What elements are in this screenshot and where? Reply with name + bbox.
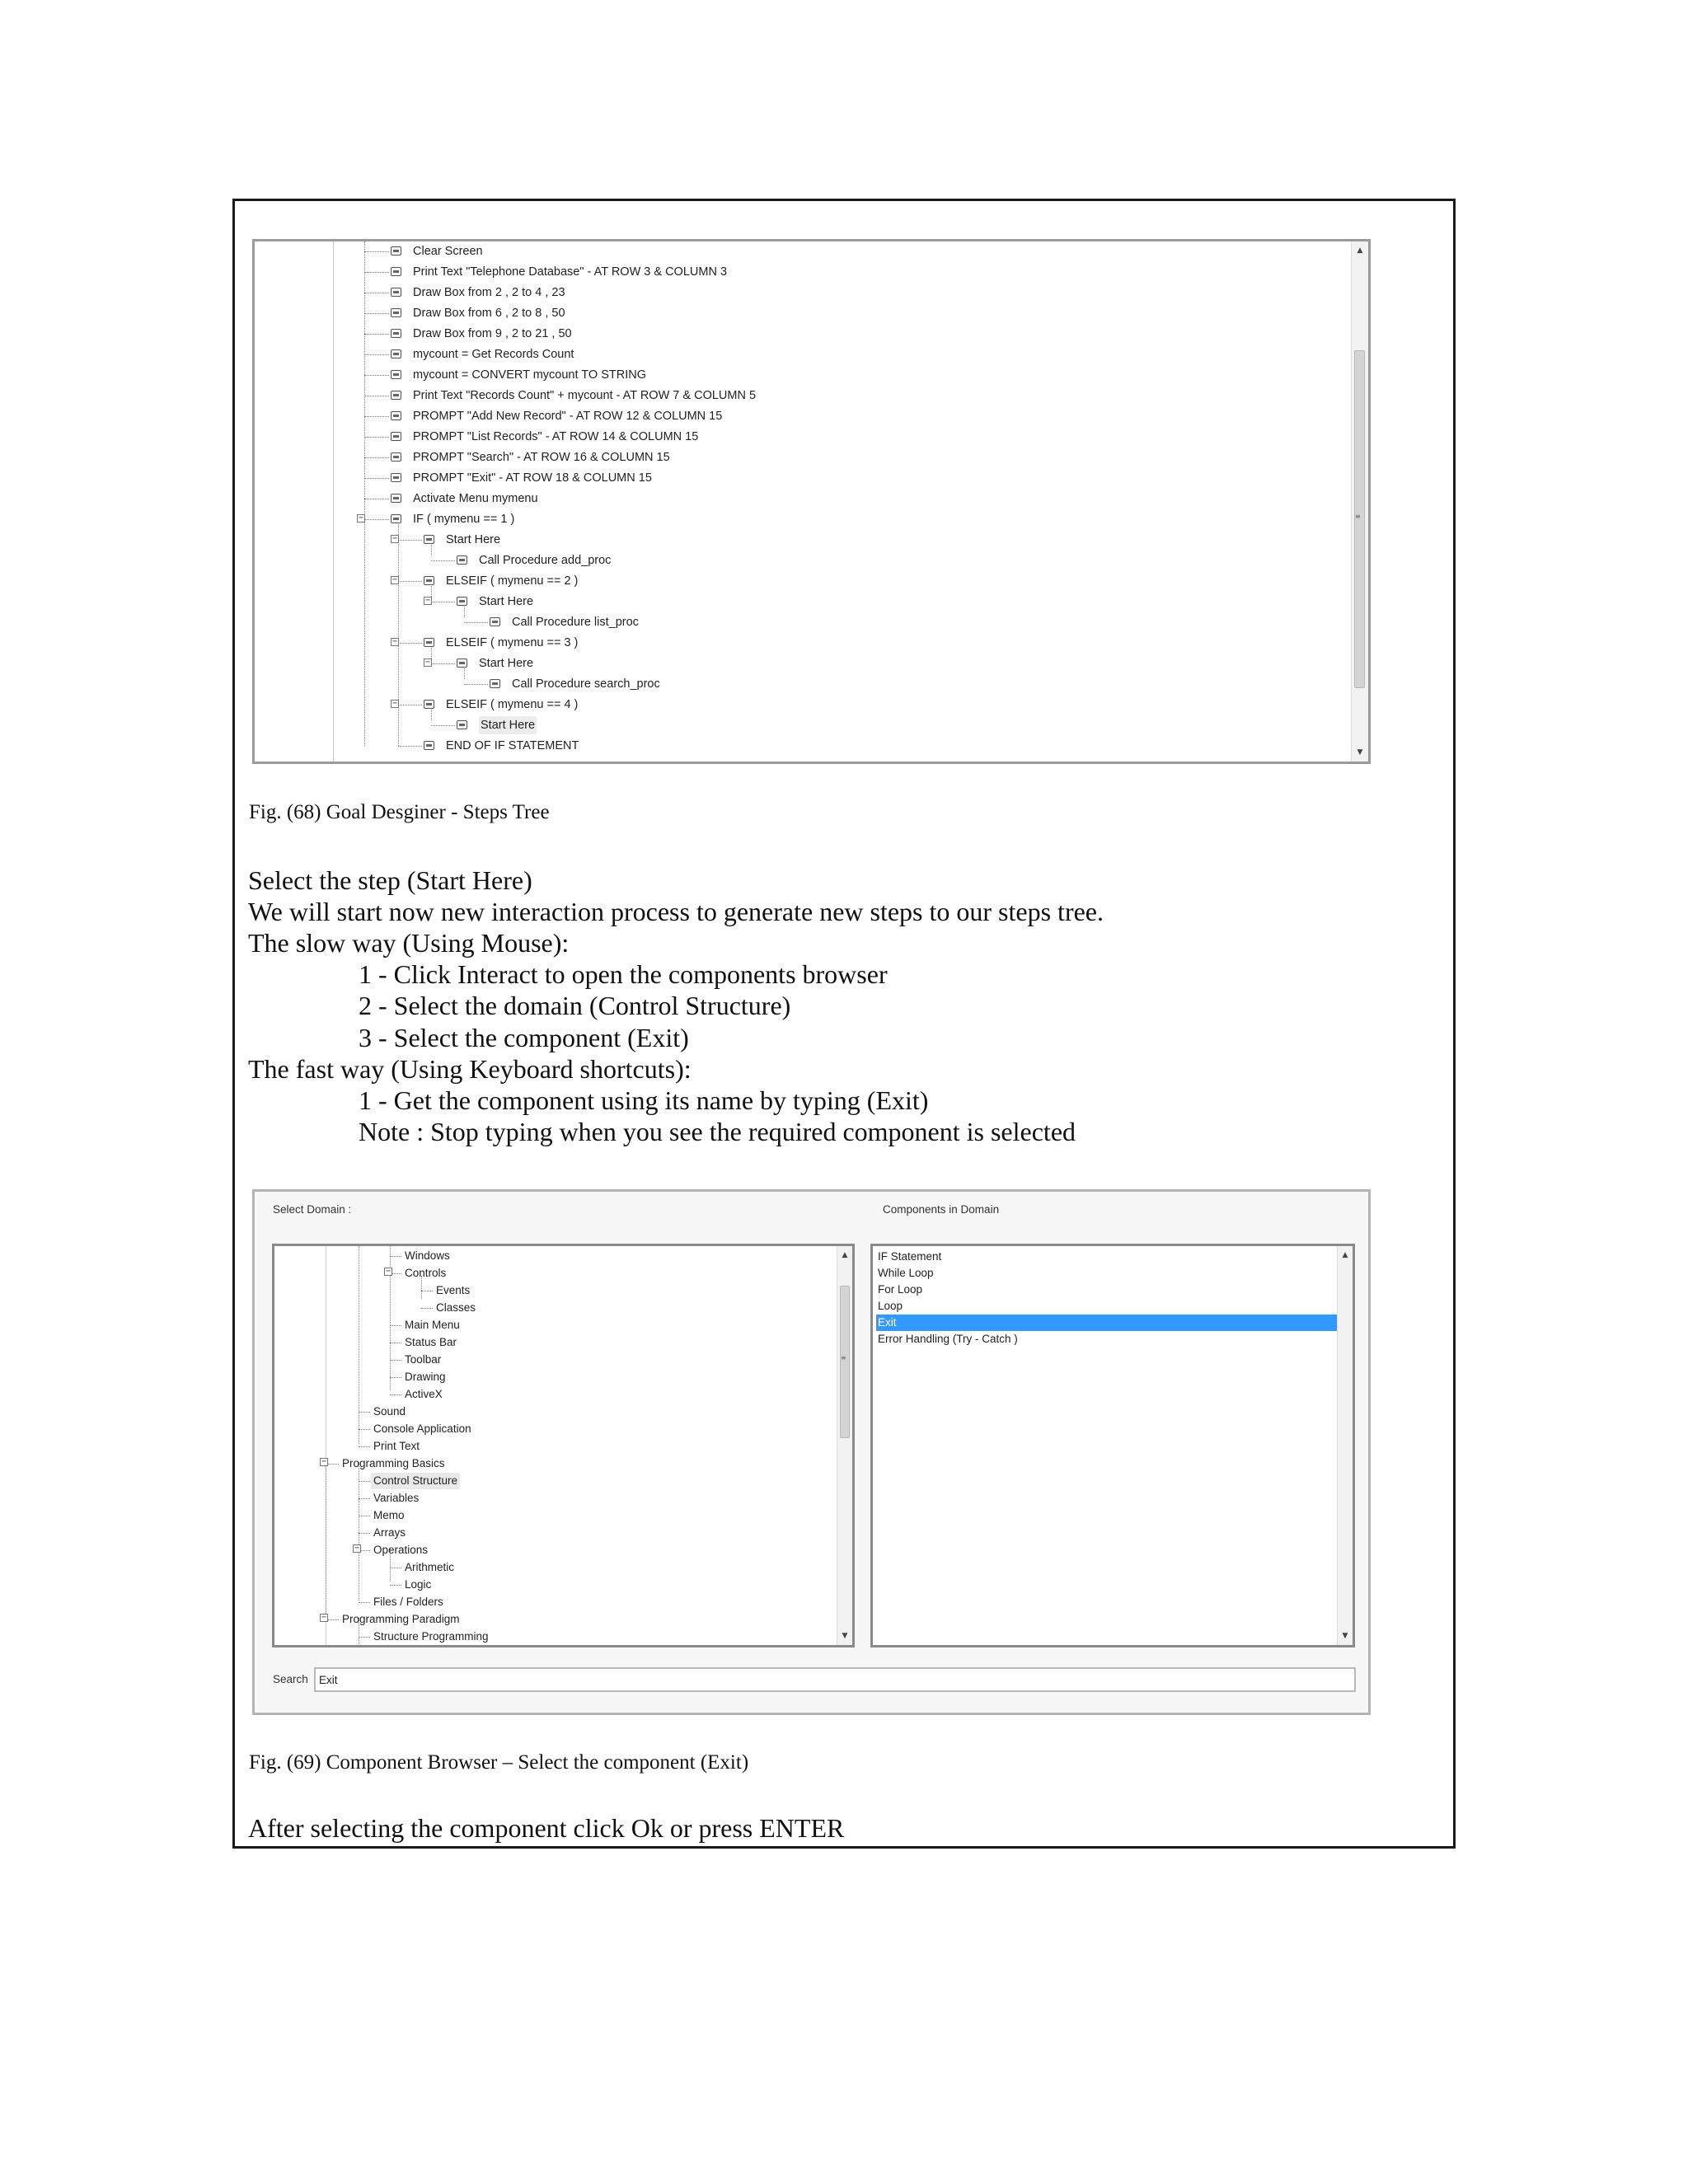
step-node[interactable] [255, 242, 1326, 260]
domain-label: Variables [373, 1492, 420, 1504]
domain-node[interactable] [274, 1455, 769, 1472]
step-icon [391, 288, 401, 297]
domain-label: Events [436, 1284, 471, 1296]
step-node[interactable] [255, 263, 1326, 281]
step-label: IF ( mymenu == 1 ) [413, 513, 515, 526]
domain-node[interactable] [274, 1507, 769, 1524]
collapse-toggle-icon[interactable]: − [424, 658, 431, 667]
step-icon [391, 473, 401, 482]
domain-node[interactable] [274, 1404, 769, 1420]
tree-connector [390, 1360, 401, 1361]
domain-label: Controls [405, 1267, 447, 1279]
domain-node[interactable] [274, 1611, 769, 1628]
step-icon [424, 741, 434, 750]
step-node[interactable] [255, 654, 1326, 673]
component-item[interactable]: Loop [878, 1300, 903, 1312]
component-item[interactable]: For Loop [878, 1283, 923, 1296]
step-icon [424, 700, 434, 709]
tree-connector [421, 1308, 433, 1309]
step-label: Start Here [479, 595, 534, 608]
collapse-toggle-icon[interactable]: − [392, 534, 398, 543]
domain-label: Memo [373, 1509, 405, 1521]
domain-tree-scrollbar[interactable] [837, 1246, 852, 1645]
tree-connector [464, 622, 488, 623]
domain-node[interactable] [274, 1352, 769, 1368]
step-icon [391, 349, 401, 359]
collapse-toggle-icon[interactable]: − [321, 1613, 327, 1622]
step-node[interactable] [255, 737, 1326, 755]
step-label: Draw Box from 6 , 2 to 8 , 50 [413, 307, 565, 320]
collapse-toggle-icon[interactable]: − [358, 513, 364, 523]
domain-node[interactable] [274, 1577, 769, 1593]
scroll-down-arrow-icon[interactable]: ▼ [1342, 1632, 1348, 1640]
tree-connector [398, 581, 422, 582]
step-node[interactable] [255, 613, 1326, 631]
step-icon [457, 555, 467, 565]
step-label: ELSEIF ( mymenu == 4 ) [446, 698, 579, 711]
domain-label: Sound [373, 1405, 406, 1418]
step-label: PROMPT "Search" - AT ROW 16 & COLUMN 15 [413, 451, 670, 464]
tree-connector [390, 1377, 401, 1378]
footer-text: After selecting the component click Ok or press ENTER [248, 1813, 845, 1843]
step-node[interactable] [255, 634, 1326, 652]
collapse-toggle-icon[interactable]: − [321, 1457, 327, 1466]
component-item[interactable]: IF Statement [878, 1250, 942, 1263]
step-label: Draw Box from 2 , 2 to 4 , 23 [413, 286, 565, 299]
search-input[interactable] [314, 1667, 1356, 1692]
tree-connector [359, 1498, 370, 1499]
domain-label: Console Application [373, 1422, 471, 1435]
scrollbar-grip-icon: ≡ [841, 1354, 846, 1361]
step-node[interactable] [255, 366, 1326, 384]
tree-connector [431, 663, 455, 664]
step-label: Start Here [479, 657, 534, 670]
domain-label: Toolbar [405, 1353, 442, 1366]
step-label: Activate Menu mymenu [413, 492, 538, 505]
step-label: Clear Screen [413, 245, 483, 258]
step-label: Draw Box from 9 , 2 to 21 , 50 [413, 327, 572, 340]
tree-connector [359, 1637, 370, 1638]
step-icon [391, 411, 401, 420]
tree-connector [398, 540, 422, 541]
tree-connector [364, 416, 389, 417]
scroll-up-arrow-icon[interactable]: ▲ [842, 1251, 848, 1259]
step-label: Call Procedure list_proc [512, 616, 639, 629]
step-label: mycount = Get Records Count [413, 348, 574, 361]
tree-connector [359, 1412, 370, 1413]
steps-tree-scrollbar[interactable] [1351, 241, 1368, 762]
domain-label: Drawing [405, 1371, 446, 1383]
domain-label: Logic [405, 1578, 432, 1591]
step-node[interactable] [255, 407, 1326, 425]
step-label: Print Text "Telephone Database" - AT ROW 3 & COLUMN 3 [413, 265, 728, 279]
scroll-up-arrow-icon[interactable]: ▲ [1342, 1251, 1348, 1259]
step-icon [457, 597, 467, 606]
domain-label: Arithmetic [405, 1561, 455, 1573]
tree-connector [364, 334, 389, 335]
step-node[interactable] [255, 490, 1326, 508]
component-browser-screenshot [252, 1189, 1371, 1715]
collapse-toggle-icon[interactable]: − [424, 596, 431, 605]
domain-label: ActiveX [405, 1388, 443, 1400]
step-icon [424, 576, 434, 585]
tree-connector [364, 272, 389, 273]
step-label: PROMPT "Exit" - AT ROW 18 & COLUMN 15 [413, 471, 652, 485]
tree-connector [390, 1394, 401, 1395]
step-node[interactable] [255, 448, 1326, 466]
domain-label: Arrays [373, 1526, 406, 1539]
step-icon [424, 535, 434, 544]
scrollbar-thumb[interactable] [840, 1286, 850, 1438]
domain-label: Windows [405, 1249, 450, 1262]
step-icon [490, 679, 500, 688]
tree-connector [431, 560, 455, 561]
instruction-line: Select the step (Start Here) [248, 865, 532, 895]
step-label: PROMPT "List Records" - AT ROW 14 & COLUMN 15 [413, 430, 699, 443]
step-node[interactable] [255, 284, 1326, 302]
step-node[interactable] [255, 551, 1326, 569]
step-icon [391, 308, 401, 317]
domain-node[interactable] [274, 1421, 769, 1437]
step-label: Start Here [446, 533, 501, 546]
tree-connector [464, 684, 488, 685]
domain-label: Print Text [373, 1440, 420, 1452]
domain-node[interactable] [274, 1369, 769, 1385]
tree-connector [364, 313, 389, 314]
instruction-line: Note : Stop typing when you see the required component is selected [359, 1117, 1076, 1146]
step-icon [391, 494, 401, 503]
step-node[interactable] [255, 510, 1326, 528]
domain-node[interactable] [274, 1490, 769, 1507]
tree-connector [364, 457, 389, 458]
steps-tree-screenshot [252, 239, 1371, 764]
collapse-toggle-icon[interactable]: − [392, 637, 398, 646]
domain-label: Structure Programming [373, 1630, 489, 1643]
scroll-up-arrow-icon[interactable]: ▲ [1357, 246, 1363, 255]
step-icon [391, 370, 401, 379]
step-node[interactable] [255, 428, 1326, 446]
components-in-domain-label: Components in Domain [883, 1203, 1000, 1216]
domain-node[interactable] [274, 1559, 769, 1576]
domain-node[interactable] [274, 1300, 769, 1316]
step-node[interactable] [255, 304, 1326, 322]
domain-node[interactable] [274, 1317, 769, 1333]
components-list-scrollbar[interactable] [1337, 1246, 1353, 1645]
tree-connector [364, 437, 389, 438]
components-list[interactable] [870, 1244, 1355, 1647]
domain-label: Programming Paradigm [342, 1613, 460, 1625]
tree-connector [364, 354, 389, 355]
step-node[interactable] [255, 387, 1326, 405]
step-icon [391, 267, 401, 276]
step-node[interactable] [255, 593, 1326, 611]
scroll-down-arrow-icon[interactable]: ▼ [842, 1632, 848, 1640]
domain-node[interactable] [274, 1386, 769, 1403]
step-node[interactable] [255, 325, 1326, 343]
figure-68-caption: Fig. (68) Goal Desginer - Steps Tree [249, 801, 550, 823]
step-icon [490, 617, 500, 626]
step-node[interactable] [255, 675, 1326, 693]
collapse-toggle-icon[interactable]: − [392, 575, 398, 584]
step-icon [457, 658, 467, 668]
domain-node[interactable] [274, 1248, 769, 1264]
step-label: Call Procedure add_proc [479, 554, 612, 567]
instruction-line: 2 - Select the domain (Control Structure) [359, 991, 791, 1020]
step-icon [391, 246, 401, 255]
domain-label: Control Structure [371, 1473, 460, 1489]
step-icon [391, 514, 401, 523]
instruction-line: 1 - Get the component using its name by typing (Exit) [359, 1085, 929, 1115]
select-domain-label: Select Domain : [273, 1203, 352, 1216]
tree-connector [359, 1446, 370, 1447]
component-item[interactable]: Exit [876, 1315, 1339, 1331]
figure-69-caption: Fig. (69) Component Browser – Select the component (Exit) [249, 1751, 749, 1774]
tree-connector [364, 251, 389, 252]
domain-node[interactable] [274, 1282, 769, 1299]
instruction-line: 3 - Select the component (Exit) [359, 1023, 689, 1052]
tree-connector [398, 643, 422, 644]
step-node[interactable] [255, 531, 1326, 549]
tree-connector [398, 746, 422, 747]
step-label: ELSEIF ( mymenu == 3 ) [446, 636, 579, 649]
step-label: ELSEIF ( mymenu == 2 ) [446, 574, 579, 588]
step-icon [391, 391, 401, 400]
step-icon [391, 329, 401, 338]
instruction-line: The slow way (Using Mouse): [248, 928, 570, 958]
step-icon [424, 638, 434, 647]
tree-connector [390, 1256, 401, 1257]
domain-tree[interactable] [272, 1244, 855, 1647]
step-label: Call Procedure search_proc [512, 677, 660, 691]
step-label: mycount = CONVERT mycount TO STRING [413, 368, 646, 382]
step-node[interactable] [255, 572, 1326, 590]
domain-node[interactable] [274, 1334, 769, 1351]
domain-node[interactable] [274, 1525, 769, 1541]
step-label: Start Here [479, 716, 537, 734]
domain-node[interactable] [274, 1473, 769, 1489]
tree-connector [390, 1325, 401, 1326]
tree-connector [364, 519, 389, 520]
search-label: Search [273, 1673, 308, 1685]
domain-label: Files / Folders [373, 1596, 443, 1608]
step-node[interactable] [255, 345, 1326, 363]
domain-node[interactable] [274, 1629, 769, 1645]
collapse-toggle-icon[interactable]: − [385, 1267, 392, 1276]
domain-node[interactable] [274, 1594, 769, 1610]
tree-connector [390, 1585, 401, 1586]
instruction-line: 1 - Click Interact to open the components browser [359, 959, 888, 989]
instruction-line: The fast way (Using Keyboard shortcuts): [248, 1054, 692, 1084]
step-node[interactable] [255, 469, 1326, 487]
component-item[interactable]: While Loop [878, 1267, 934, 1279]
step-node[interactable] [255, 696, 1326, 714]
step-icon [457, 720, 467, 729]
domain-node[interactable] [274, 1542, 769, 1558]
domain-label: Main Menu [405, 1319, 460, 1331]
domain-label: Programming Basics [342, 1457, 445, 1469]
step-icon [391, 452, 401, 462]
tree-connector [359, 1481, 370, 1482]
tree-connector [364, 375, 389, 376]
step-icon [391, 432, 401, 441]
tree-connector [431, 725, 455, 726]
step-label: Print Text "Records Count" + mycount - AT ROW 7 & COLUMN 5 [413, 389, 757, 402]
step-label: END OF IF STATEMENT [446, 739, 579, 752]
domain-node[interactable] [274, 1438, 769, 1455]
tree-connector [364, 478, 389, 479]
tree-connector [359, 1429, 370, 1430]
domain-label: Classes [436, 1301, 476, 1314]
instruction-line: We will start now new interaction process to generate new steps to our steps tree. [248, 897, 1104, 926]
scroll-down-arrow-icon[interactable]: ▼ [1357, 748, 1363, 757]
domain-label: Status Bar [405, 1336, 457, 1348]
tree-connector [359, 1533, 370, 1534]
component-item[interactable]: Error Handling (Try - Catch ) [878, 1333, 1018, 1345]
step-node[interactable] [255, 716, 1326, 734]
collapse-toggle-icon[interactable]: − [354, 1544, 360, 1553]
scrollbar-grip-icon: ≡ [1355, 513, 1361, 520]
domain-label: Operations [373, 1544, 429, 1556]
step-label: PROMPT "Add New Record" - AT ROW 12 & COLUMN 15 [413, 410, 723, 423]
tree-connector [359, 1602, 370, 1603]
collapse-toggle-icon[interactable]: − [392, 699, 398, 708]
domain-node[interactable] [274, 1265, 769, 1282]
